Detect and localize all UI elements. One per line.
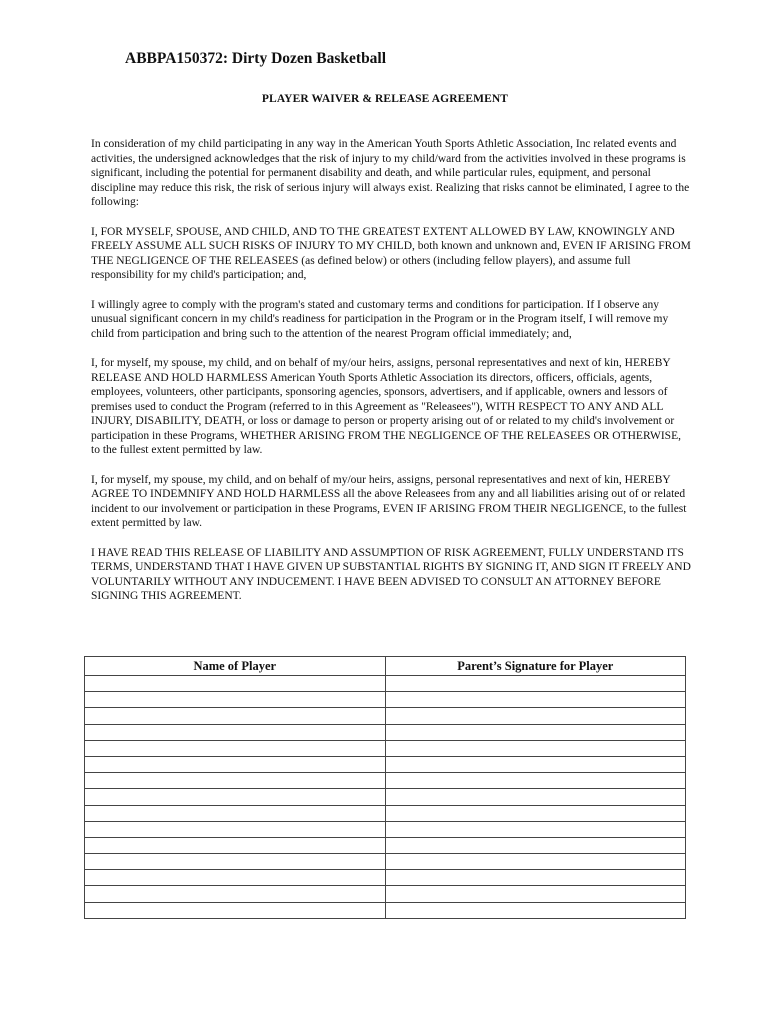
table-row — [85, 886, 686, 902]
paragraph-consideration: In consideration of my child participating in any way in the American Youth Sports Athletic Association, Inc related events and activities, the undersigned acknowledges that the risk of injury to my child/ward from the activities involved in these programs is significant, including the potential for permanent disability and death, and while particular rules, equipment, and personal discipline may reduce this risk, the risk of serious injury will always exist. Realizing that risks cannot be eliminated, I agree to the following: — [91, 138, 690, 209]
table-row — [85, 724, 686, 740]
paragraph-indemnify: I, for myself, my spouse, my child, and on behalf of my/our heirs, assigns, personal representatives and next of kin, HEREBY AGREE TO INDEMNIFY AND HOLD HARMLESS all the above Releasees from any and all liabilities arising out of or related incident to our involvement or participation in these Programs, EVEN IF ARISING FROM THEIR NEGLIGENCE, to the fullest extent permitted by law. — [91, 473, 687, 530]
player-name-cell[interactable] — [85, 821, 386, 837]
parent-signature-cell[interactable] — [385, 773, 686, 789]
parent-signature-cell[interactable] — [385, 756, 686, 772]
table-row — [85, 902, 686, 918]
parent-signature-cell[interactable] — [385, 740, 686, 756]
player-name-cell[interactable] — [85, 854, 386, 870]
player-name-cell[interactable] — [85, 837, 386, 853]
player-name-cell[interactable] — [85, 708, 386, 724]
parent-signature-cell[interactable] — [385, 902, 686, 918]
parent-signature-cell[interactable] — [385, 821, 686, 837]
table-row — [85, 805, 686, 821]
parent-signature-cell[interactable] — [385, 676, 686, 692]
player-name-cell[interactable] — [85, 805, 386, 821]
table-row — [85, 789, 686, 805]
column-header-parent-signature: Parent’s Signature for Player — [385, 657, 686, 676]
parent-signature-cell[interactable] — [385, 870, 686, 886]
parent-signature-cell[interactable] — [385, 724, 686, 740]
signature-table — [84, 656, 686, 919]
player-name-cell[interactable] — [85, 692, 386, 708]
paragraph-assume-risk: I, FOR MYSELF, SPOUSE, AND CHILD, AND TO THE GREATEST EXTENT ALLOWED BY LAW, KNOWINGLY AND FREELY ASSUME ALL SUCH RISKS OF INJURY TO MY CHILD, both known and unknown and, EVEN IF ARISING FROM THE NEGLIGENCE OF THE RELEASEES (as defined below) or others (including fellow players), and assume full responsibility for my child's participation; and, — [91, 225, 691, 282]
table-row — [85, 756, 686, 772]
signature-table-header — [85, 657, 686, 676]
player-name-cell[interactable] — [85, 902, 386, 918]
player-name-cell[interactable] — [85, 740, 386, 756]
parent-signature-cell[interactable] — [385, 886, 686, 902]
document-title: ABBPA150372: Dirty Dozen Basketball — [125, 50, 387, 67]
table-row — [85, 837, 686, 853]
agreement-body — [91, 137, 691, 619]
player-name-cell[interactable] — [85, 724, 386, 740]
parent-signature-cell[interactable] — [385, 854, 686, 870]
parent-signature-cell[interactable] — [385, 708, 686, 724]
table-row — [85, 854, 686, 870]
paragraph-release: I, for myself, my spouse, my child, and on behalf of my/our heirs, assigns, personal representatives and next of kin, HEREBY RELEASE AND HOLD HARMLESS American Youth Sports Athletic Association its directors, officers, officials, agents, employees, volunteers, other participants, sponsoring agencies, sponsors, advertisers, and if applicable, owners and lessors of premises used to conduct the Program (referred to in this Agreement as "Releasees"), WITH RESPECT TO ANY AND ALL INJURY, DISABILITY, DEATH, or loss or damage to person or property arising out of or related to my child's involvement or participation in these Programs, WHETHER ARISING FROM THE NEGLIGENCE OF THE RELEASEES OR OTHERWISE, to the fullest extent permitted by law. — [91, 356, 681, 457]
parent-signature-cell[interactable] — [385, 805, 686, 821]
parent-signature-cell[interactable] — [385, 837, 686, 853]
player-name-cell[interactable] — [85, 789, 386, 805]
table-row — [85, 676, 686, 692]
table-row — [85, 692, 686, 708]
paragraph-acknowledgement: I HAVE READ THIS RELEASE OF LIABILITY AND ASSUMPTION OF RISK AGREEMENT, FULLY UNDERSTAND ITS TERMS, UNDERSTAND THAT I HAVE GIVEN UP SUBSTANTIAL RIGHTS BY SIGNING IT, AND SIGN IT FREELY AND VOLUNTARILY WITHOUT ANY INDUCEMENT. I HAVE BEEN ADVISED TO CONSULT AN ATTORNEY BEFORE SIGNING THIS AGREEMENT. — [91, 546, 691, 603]
column-header-player-name: Name of Player — [85, 657, 386, 676]
parent-signature-cell[interactable] — [385, 692, 686, 708]
player-name-cell[interactable] — [85, 773, 386, 789]
player-name-cell[interactable] — [85, 870, 386, 886]
paragraph-comply: I willingly agree to comply with the program's stated and customary terms and conditions for participation. If I observe any unusual significant concern in my child's readiness for participation in the Program or in the Program itself, I will remove my child from participation and bring such to the attention of the nearest Program official immediately; and, — [91, 298, 669, 340]
player-name-cell[interactable] — [85, 756, 386, 772]
table-row — [85, 870, 686, 886]
player-name-cell[interactable] — [85, 886, 386, 902]
signature-table-body — [85, 676, 686, 919]
table-row — [85, 708, 686, 724]
table-row — [85, 821, 686, 837]
table-row — [85, 773, 686, 789]
player-name-cell[interactable] — [85, 676, 386, 692]
parent-signature-cell[interactable] — [385, 789, 686, 805]
document-subtitle: PLAYER WAIVER & RELEASE AGREEMENT — [261, 93, 509, 105]
table-row — [85, 740, 686, 756]
